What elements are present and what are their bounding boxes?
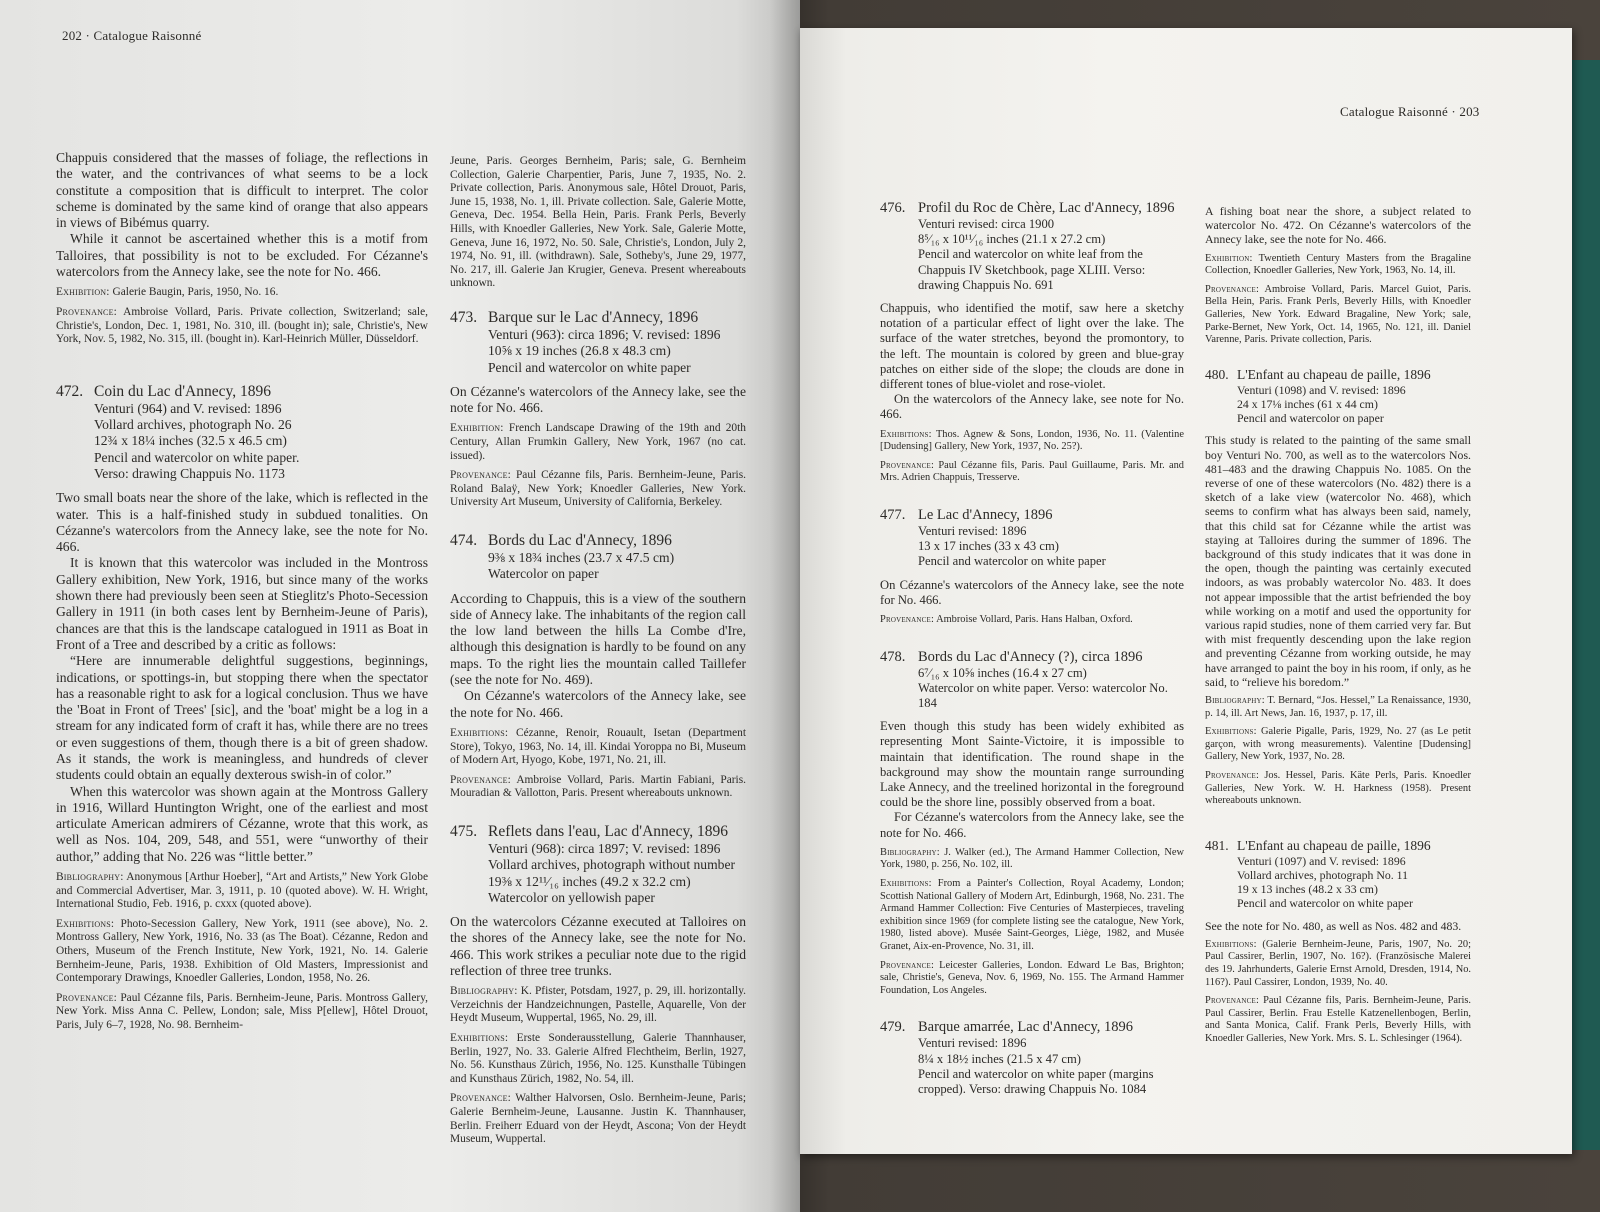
- meta-line: Venturi (963): circa 1896; V. revised: 1896: [488, 326, 721, 342]
- label: Exhibitions:: [450, 726, 509, 739]
- entry-title: Barque amarrée, Lac d'Annecy, 1896: [918, 1019, 1134, 1036]
- meta-line: Pencil and watercolor on white leaf from the Chappuis IV Sketchbook, page XLIII. Verso: drawing Chappuis No. 691: [918, 247, 1146, 292]
- entry-meta: [450, 550, 746, 583]
- bibliography-text: K. Pfister, Potsdam, 1927, p. 29, ill. horizontally. Verzeichnis der Handzeichnungen, Pastelle, Aquarelle, Von der Heydt Museum, Wuppertal, 1965, No. 29, ill.: [450, 985, 746, 1025]
- label: Exhibition:: [450, 422, 504, 435]
- paragraph: Two small boats near the shore of the lake, which is reflected in the water. This is a half-finished study in subdued tonalities. On Cézanne's watercolors from the Annecy lake, see the note for No. 466.: [56, 490, 428, 555]
- provenance-text: Walther Halvorsen, Oslo. Bernheim-Jeune, Paris; Galerie Bernheim-Jeune, Lausanne. Justin K. Thannhauser, Berlin. Freiherr Eduard von der Heydt, Ascona; Von der Heydt Museum, Wuppertal.: [450, 1092, 746, 1146]
- label: Bibliography:: [56, 871, 124, 884]
- provenance-continuation: Jeune, Paris. Georges Bernheim, Paris; sale, G. Bernheim Collection, Galerie Charpentier, Paris, June 7, 1935, No. 2. Private collection, Paris. Anonymous sale, Hôtel Drouot, Paris, June 15, 1938, No. 1, ill. Private collection. Sale, Galerie Motte, Geneva, Dec. 1954. Bella Hein, Paris. Frank Perls, Beverly Hills, with Knoedler Galleries, New York. Sale, Galerie Motte, Geneva, June 16, 1972, No. 50. Sale, Christie's, London, July 2, 1974, No. 91, ill. (withdrawn). Sale, Sotheby's, June 29, 1977, No. 217, ill. Galerie Jan Krugier, Geneva. Present whereabouts unknown.: [450, 155, 746, 290]
- meta-line: Verso: drawing Chappuis No. 1173: [94, 465, 285, 481]
- entry-meta: [880, 666, 1184, 712]
- entry-meta: [1205, 383, 1471, 426]
- meta-line: Pencil and watercolor on white paper: [1237, 896, 1413, 911]
- provenance-text: Jos. Hessel, Paris. Käte Perls, Paris. Knoedler Galleries, New York. W. H. Harkness (1958). Present whereabouts unknown.: [1205, 770, 1471, 807]
- meta-line: 8⁵⁄₁₆ x 10¹¹⁄₁₆ inches (21.1 x 27.2 cm): [918, 232, 1106, 247]
- label: Exhibitions:: [1205, 938, 1257, 950]
- label: Exhibition:: [56, 286, 110, 299]
- meta-line: Pencil and watercolor on white paper.: [94, 449, 300, 465]
- meta-line: Venturi (1097) and V. revised: 1896: [1237, 853, 1406, 868]
- bibliography-text: T. Bernard, “Jos. Hessel,” La Renaissance, 1930, p. 14, ill. Art News, Jan. 16, 1937, p. 17, ill.: [1205, 695, 1471, 719]
- meta-line: Vollard archives, photograph No. 11: [1237, 867, 1409, 882]
- label: Provenance:: [880, 614, 935, 626]
- entry-number: 477.: [880, 507, 906, 524]
- entry-title: L'Enfant au chapeau de paille, 1896: [1237, 837, 1431, 853]
- paragraph: On Cézanne's watercolors of the Annecy lake, see the note for No. 466.: [450, 383, 746, 416]
- entry-meta: [880, 524, 1184, 570]
- label: Provenance:: [56, 305, 118, 318]
- exhibition-text: Twentieth Century Masters from the Bragaline Collection, Knoedler Galleries, New York, 1963, No. 14, ill.: [1205, 252, 1471, 277]
- entry-title: Reflets dans l'eau, Lac d'Annecy, 1896: [488, 822, 729, 840]
- provenance-text: Ambroise Vollard, Paris. Private collection, Switzerland; sale, Christie's, London, Dec. 1, 1981, No. 310, ill. (bought in); sale, Christie's, New York, Nov. 5, 1982, No. 315, ill. (bought in). Karl-Heinrich Müller, Düsseldorf.: [56, 305, 428, 346]
- meta-line: Venturi revised: 1896: [918, 524, 1027, 539]
- entry-title: Le Lac d'Annecy, 1896: [918, 507, 1053, 524]
- entry-title: Coin du Lac d'Annecy, 1896: [94, 382, 271, 400]
- meta-line: Venturi (1098) and V. revised: 1896: [1237, 382, 1406, 397]
- label: Provenance:: [880, 959, 935, 971]
- label: Exhibition:: [1205, 252, 1253, 264]
- exhibition-text: French Landscape Drawing of the 19th and 20th Century, Allan Frumkin Gallery, New York, 1967 (no cat. issued).: [450, 422, 746, 462]
- paragraph: A fishing boat near the shore, a subject related to watercolor No. 472. On Cézanne's watercolors of the Annecy lake, see the note for No. 466.: [1205, 204, 1471, 247]
- paragraph: On Cézanne's watercolors of the Annecy lake, see the note for No. 466.: [450, 688, 746, 720]
- meta-line: 24 x 17⅛ inches (61 x 44 cm): [1237, 396, 1378, 411]
- meta-line: 10⅝ x 19 inches (26.8 x 48.3 cm): [488, 343, 671, 359]
- entry-meta: [450, 327, 746, 376]
- quote: “Here are innumerable delightful suggestions, beginnings, indications, or spottings-in, but stopping there when the spectator has a reasonable right to ask for a logical conclusion. Thus we have the 'Boat in Front of Trees' [sic], and the 'boat' might be a log in a stream for any indicated form of craft it has, while there are no trees or even suggestions of them, though there is a bit of green shadow. As it stands, the work is meaningless, and hundreds of clever students could obtain an equally dexterous swish-in of color.”: [56, 653, 428, 783]
- entry-number: 474.: [450, 531, 478, 549]
- meta-line: 8¼ x 18½ inches (21.5 x 47 cm): [918, 1051, 1081, 1066]
- paragraph: Chappuis considered that the masses of foliage, the reflections in the water, and the contrivances of what seems to be a lock constitute a composition that is difficult to interpret. The color scheme is dominated by the same kind of orange that also appears in views of Bibémus quarry.: [56, 150, 428, 231]
- label: Provenance:: [450, 773, 512, 786]
- entry-number: 478.: [880, 648, 906, 665]
- right-col-2: [1205, 204, 1471, 1046]
- running-head: Catalogue Raisonné · 203: [1340, 104, 1480, 119]
- entry-number: 479.: [880, 1019, 906, 1036]
- left-col-2: [450, 155, 746, 1147]
- exhibitions-text: (Galerie Bernheim-Jeune, Paris, 1907, No. 20; Paul Cassirer, Berlin, 1907, No. 16?). (Französische Malerei des 19. Jahrhunderts, Galerie Ernst Arnold, Dresden, 1914, No. 116?). Paul Cassirer, London, 1939, No. 40.: [1205, 938, 1471, 988]
- provenance-text: Ambroise Vollard, Paris. Hans Halban, Oxford.: [936, 614, 1133, 626]
- entry-474-heading: [450, 532, 746, 550]
- label: Provenance:: [450, 469, 512, 482]
- provenance-text: Ambroise Vollard, Paris. Martin Fabiani, Paris. Mouradian & Vallotton, Paris. Present whereabouts unknown.: [450, 773, 747, 800]
- provenance-text: Paul Cézanne fils, Paris. Bernheim-Jeune, Paris. Paul Cassirer, Berlin. Frau Estelle Katzenellenbogen, Berlin, and Santa Monica, Calif. Frank Perls, Beverly Hills, with Knoedler Galleries, New York. Mrs. S. L. Schlesinger (1964).: [1205, 995, 1471, 1044]
- entry-472-heading: [56, 383, 428, 401]
- entry-476-heading: [880, 200, 1184, 217]
- meta-line: Pencil and watercolor on white paper (margins cropped). Verso: drawing Chappuis No. 1084: [918, 1066, 1154, 1096]
- exhibitions-text: Galerie Pigalle, Paris, 1929, No. 27 (as Le petit garçon, with wrong measurements). Valentine [Dudensing] Gallery, New York, 1937, No. 28.: [1205, 726, 1471, 763]
- meta-line: Vollard archives, photograph No. 26: [94, 417, 292, 433]
- label: Bibliography:: [880, 846, 940, 858]
- entry-number: 475.: [450, 822, 478, 840]
- label: Provenance:: [1205, 995, 1260, 1007]
- entry-meta: [1205, 854, 1471, 911]
- paragraph: It is known that this watercolor was included in the Montross Gallery exhibition, New York, 1916, but since many of the works shown there had previously been seen at Stieglitz's Photo-Secession Gallery in 1911 (in both cases lent by Bernheim-Jeune of Paris), chances are that this is the landscape catalogued in 1911 as Boat in Front of a Tree and described by a critic as follows:: [56, 555, 428, 652]
- meta-line: 19⅜ x 12¹¹⁄₁₆ inches (49.2 x 32.2 cm): [488, 873, 691, 889]
- left-col-1: [56, 150, 428, 1033]
- meta-line: Venturi (968): circa 1897; V. revised: 1896: [488, 840, 721, 856]
- label: Provenance:: [1205, 770, 1260, 781]
- provenance-text: Paul Cézanne fils, Paris. Bernheim-Jeune, Paris. Roland Balaÿ, New York; Knoedler Galleries, New York. University Art Museum, University of California, Berkeley.: [450, 469, 746, 509]
- paragraph: On the watercolors Cézanne executed at Talloires on the shores of the Annecy lake, see the note for No. 466. This work strikes a peculiar note due to the rigid reflection of three tree trunks.: [450, 914, 746, 978]
- meta-line: Vollard archives, photograph without number: [488, 857, 736, 873]
- meta-line: 6⁷⁄₁₆ x 10⅝ inches (16.4 x 27 cm): [918, 665, 1087, 680]
- running-head: 202 · Catalogue Raisonné: [62, 28, 202, 43]
- label: Exhibitions:: [450, 1032, 509, 1045]
- meta-line: 19 x 13 inches (48.2 x 33 cm): [1237, 882, 1378, 897]
- exhibition-text: Galerie Baugin, Paris, 1950, No. 16.: [112, 286, 279, 299]
- meta-line: Watercolor on paper: [488, 566, 599, 582]
- exhibitions-text: Cézanne, Renoir, Rouault, Isetan (Department Store), Tokyo, 1963, No. 14, ill. Kindai Yoroppa no Bi, Museum of Modern Art, Hyogo, Kobe, 1971, No. 21, ill.: [450, 726, 746, 767]
- meta-line: Venturi revised: circa 1900: [918, 217, 1055, 231]
- label: Provenance:: [56, 991, 118, 1004]
- entry-meta: [56, 401, 428, 482]
- meta-line: Pencil and watercolor on paper: [1237, 411, 1384, 426]
- entry-480-heading: [1205, 367, 1471, 383]
- entry-475-heading: [450, 823, 746, 841]
- label: Exhibitions:: [880, 428, 932, 440]
- meta-line: Pencil and watercolor on white paper: [918, 554, 1106, 569]
- entry-title: Profil du Roc de Chère, Lac d'Annecy, 1896: [918, 200, 1175, 216]
- bibliography-text: J. Walker (ed.), The Armand Hammer Collection, New York, 1980, p. 256, No. 102, ill.: [880, 846, 1184, 871]
- entry-title: Bords du Lac d'Annecy, 1896: [488, 531, 672, 549]
- provenance-text: Paul Cézanne fils, Paris. Paul Guillaume, Paris. Mr. and Mrs. Adrien Chappuis, Tresserve.: [880, 459, 1184, 484]
- exhibitions-text: From a Painter's Collection, Royal Academy, London; Scottish National Gallery of Modern Art, Edinburgh, 1968, No. 231. The Armand Hammer Collection: Five Centuries of Masterpieces, traveling exhibition since 1969 (for complete listing see the catalogue, New York, 1980, listed above). Musée Saint-Georges, Liège, 1982, and Musée Granet, Aix-en-Provence, No. 31, ill.: [880, 878, 1184, 953]
- entry-478-heading: [880, 649, 1184, 666]
- meta-line: Venturi revised: 1896: [918, 1036, 1027, 1051]
- entry-number: 480.: [1205, 366, 1229, 382]
- label: Provenance:: [450, 1092, 512, 1105]
- label: Provenance:: [880, 459, 935, 471]
- meta-line: Watercolor on white paper. Verso: watercolor No. 184: [918, 680, 1168, 711]
- entry-477-heading: [880, 507, 1184, 524]
- paragraph: For Cézanne's watercolors from the Annecy lake, see the note for No. 466.: [880, 810, 1184, 840]
- right-col-1: [880, 200, 1184, 1097]
- label: Exhibitions:: [880, 878, 932, 890]
- paragraph: See the note for No. 480, as well as Nos. 482 and 483.: [1205, 918, 1462, 933]
- label: Bibliography:: [450, 985, 518, 998]
- paragraph: Even though this study has been widely exhibited as representing Mont Sainte-Victoire, it is impossible to maintain that identification. The round shape in the background may show the mountain range surrounding Lake Annecy, and the treelined horizontal in the foreground could be the shore line, possibly observed from a boat.: [880, 719, 1184, 810]
- label: Bibliography:: [1205, 695, 1265, 707]
- label: Provenance:: [1205, 283, 1260, 295]
- entry-meta: [880, 1036, 1184, 1097]
- entry-number: 476.: [880, 200, 906, 216]
- entry-number: 472.: [56, 382, 84, 400]
- entry-number: 473.: [450, 308, 478, 326]
- meta-line: Venturi (964) and V. revised: 1896: [94, 400, 282, 416]
- provenance-text: Paul Cézanne fils, Paris. Bernheim-Jeune, Paris. Montross Gallery, New York. Miss Anna C. Pellew, London; sale, Miss P[ellew], Hôtel Drouot, Paris, July 6–7, 1928, No. 98. Bernheim-: [56, 991, 428, 1031]
- paragraph: On Cézanne's watercolors of the Annecy lake, see the note for No. 466.: [880, 577, 1184, 607]
- entry-479-heading: [880, 1019, 1184, 1036]
- exhibitions-text: Photo-Secession Gallery, New York, 1911 (see above), No. 2. Montross Gallery, New York, 1916, No. 33 (as The Boat). Cézanne, Redon and Others, Museum of the French Institute, New York, 1921, No. 14. Galerie Bernheim-Jeune, Paris, 1938. Exhibition of Old Masters, Impressionist and Contemporary Drawings, Knoedler Galleries, London, 1958, No. 26.: [56, 917, 428, 985]
- paragraph: When this watercolor was shown again at the Montross Gallery in 1916, Willard Huntington Wright, one of the earliest and most articulate American admirers of Cézanne, wrote that this work, as well as Nos. 104, 209, 548, and 551, were “unworthy of their author,” adding that No. 226 was “little better.”: [56, 783, 428, 864]
- paragraph: Chappuis, who identified the motif, saw here a sketchy notation of a particular effect of light over the lake. The surface of the water stretches, beyond the promontory, to the left. The mountain is colored by green and blue-gray patches on either side of the slope; the clouds are done in different tones of blue-violet and rose-violet.: [880, 301, 1184, 392]
- entry-title: L'Enfant au chapeau de paille, 1896: [1237, 366, 1431, 382]
- meta-line: Pencil and watercolor on white paper: [488, 359, 691, 375]
- label: Exhibitions:: [1205, 726, 1257, 738]
- paragraph: According to Chappuis, this is a view of the southern side of Annecy lake. The inhabitants of the region call the low land between the hills La Combe d'Ire, although this designation is hardly to be found on any maps. To the right lies the mountain called Taillefer (see the note for No. 469).: [450, 590, 746, 688]
- entry-meta: [880, 217, 1184, 293]
- meta-line: 9⅜ x 18¾ inches (23.7 x 47.5 cm): [488, 549, 675, 565]
- entry-title: Bords du Lac d'Annecy (?), circa 1896: [918, 648, 1143, 665]
- meta-line: 12¾ x 18¼ inches (32.5 x 46.5 cm): [94, 433, 287, 449]
- meta-line: Watercolor on yellowish paper: [488, 889, 655, 905]
- provenance-text: Leicester Galleries, London. Edward Le Bas, Brighton; sale, Christie's, Geneva, Nov. 6, 1969, No. 155. The Armand Hammer Foundation, Los Angeles.: [880, 959, 1184, 996]
- paragraph: On the watercolors of the Annecy lake, see note for No. 466.: [880, 392, 1184, 422]
- provenance-text: Ambroise Vollard, Paris. Marcel Guiot, Paris. Bella Hein, Paris. Frank Perls, Beverly Hills, with Knoedler Galleries, New York. Edward Bragaline, New York; sale, Parke-Bernet, New York, Oct. 14, 1965, No. 121, ill. Daniel Varenne, Paris. Private collection, Paris.: [1205, 283, 1471, 346]
- exhibitions-text: Thos. Agnew & Sons, London, 1936, No. 11. (Valentine [Dudensing] Gallery, New York, 1937, No. 25?).: [880, 428, 1184, 453]
- paragraph: This study is related to the painting of the same small boy Venturi No. 700, as well as to the watercolors Nos. 481–483 and the drawing Chappuis No. 1085. On the reverse of one of these watercolors (No. 482) there is a sketch of a lake view (watercolor No. 468), which seems to confirm what has always been said, namely, that this child sat for Cézanne while the artist was staying at Talloires during the summer of 1896. The background of this study indicates that it was done in the open, though the painting was certainly executed indoors, as was probably watercolor No. 483. It does not appear impossible that the artist befriended the boy while working on a motif and used the opportunity for various rapid studies, none of them carried very far. But with mist frequently descending upon the lake region and preventing Cézanne from working outside, he may have arranged to paint the boy in his room, if only, as he said, to “relieve his boredom.”: [1205, 433, 1471, 689]
- entry-481-heading: [1205, 838, 1471, 854]
- label: Exhibitions:: [56, 917, 115, 930]
- right-page: [800, 28, 1572, 1154]
- entry-meta: [450, 841, 746, 906]
- exhibitions-text: Erste Sonderausstellung, Galerie Thannhauser, Berlin, 1927, No. 33. Galerie Alfred Flechtheim, Berlin, 1927, No. 56. Kunsthaus Zürich, 1956, No. 125. Kunsthalle Tübingen and Kunsthaus Zürich, 1982, No. 54, ill.: [450, 1032, 746, 1085]
- bibliography-text: Anonymous [Arthur Hoeber], “Art and Artists,” New York Globe and Commercial Advertiser, Mar. 3, 1911, p. 10 (quoted above). W. H. Wright, International Studio, Feb. 1916, p. cxxx (quoted above).: [56, 871, 429, 911]
- entry-473-heading: [450, 309, 746, 327]
- entry-number: 481.: [1205, 837, 1229, 853]
- meta-line: 13 x 17 inches (33 x 43 cm): [918, 539, 1059, 554]
- entry-title: Barque sur le Lac d'Annecy, 1896: [488, 308, 699, 326]
- paragraph: While it cannot be ascertained whether this is a motif from Talloires, that possibility is not to be excluded. For Cézanne's watercolors from the Annecy lake, see the note for No. 466.: [56, 231, 428, 280]
